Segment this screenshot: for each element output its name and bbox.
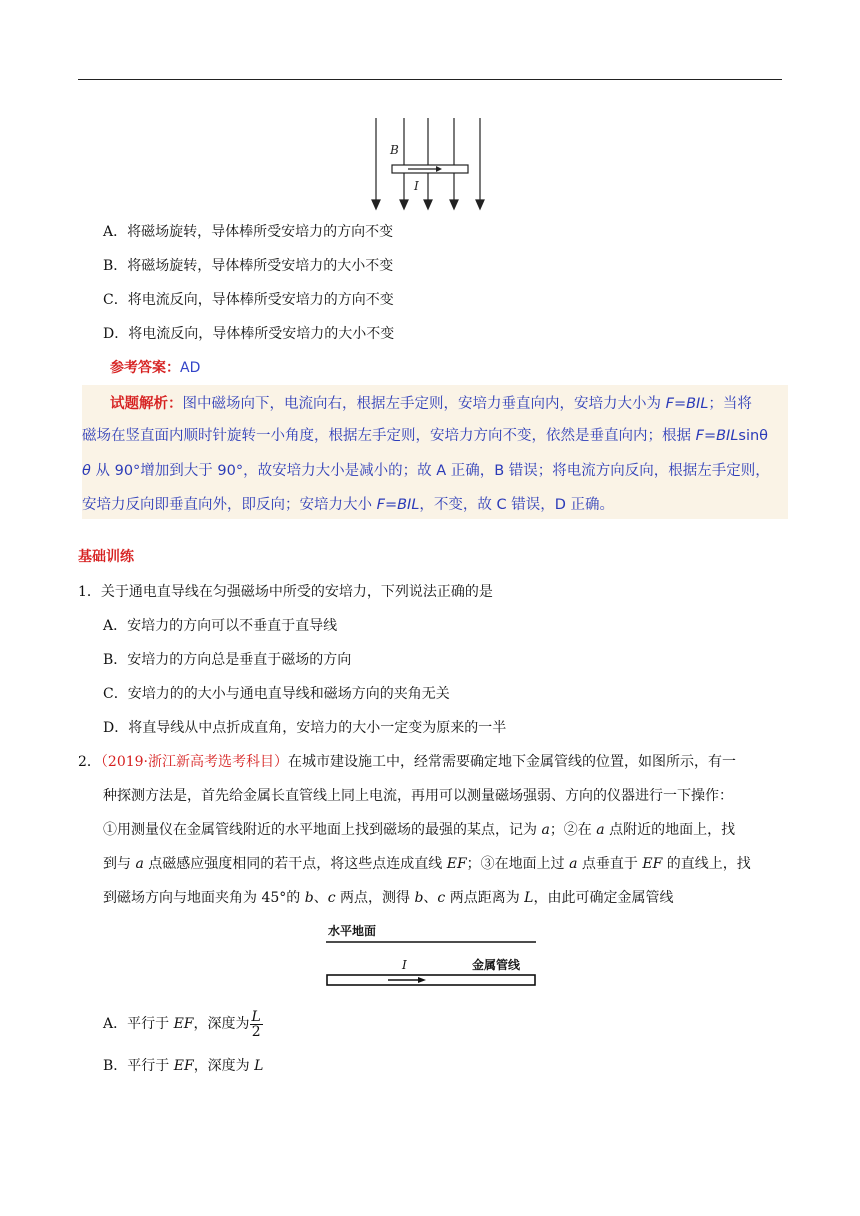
answer-line xyxy=(110,357,200,377)
analysis-line-1: 试题解析：图中磁场向下，电流向右，根据左手定则，安培力垂直向内，安培力大小为 F=BIL；当将 xyxy=(110,396,752,412)
q2-option-b: B．平行于 EF，深度为 L xyxy=(103,1058,264,1074)
q2-line-4: 到与 a 点磁感应强度相同的若干点，将这些点连成直线 EF；③在地面上过 a 点垂直于 EF 的直线上，找 xyxy=(103,856,751,872)
field-label: B xyxy=(390,143,399,157)
pipe-current-label: I xyxy=(402,958,407,972)
q2-option-a: A．平行于 EF，深度为 $\frac{L}{2}$ xyxy=(103,1008,261,1040)
analysis-line-4: 安培力反向即垂直向外，即反向；安培力大小 F=BIL，不变，故 C 错误，D 正确。 xyxy=(82,497,615,513)
q2-source: （2019·浙江新高考选考科目） xyxy=(100,754,289,770)
analysis-line-3: θ 从 90°增加到大于 90°，故安培力大小是减小的；故 A 正确，B 错误；将电流方向反向，根据左手定则， xyxy=(82,463,770,479)
q1-stem: 1．关于通电直导线在匀强磁场中所受的安培力，下列说法正确的是 xyxy=(78,584,493,600)
analysis-label: 试题解析： xyxy=(110,396,183,412)
q1-option-c: C．安培力的的大小与通电直导线和磁场方向的夹角无关 xyxy=(103,686,450,702)
header-rule xyxy=(78,79,782,80)
pipe-label: 金属管线 xyxy=(472,958,521,972)
q0-option-a: A．将磁场旋转，导体棒所受安培力的方向不变 xyxy=(103,224,394,240)
q2-line-2: 种探测方法是，首先给金属长直管线上同上电流，再用可以测量磁场强弱、方向的仪器进行一下操作： xyxy=(103,788,733,804)
q2-line-5: 到磁场方向与地面夹角为 45°的 b、c 两点，测得 b、c 两点距离为 L，由此可确定金属管线 xyxy=(103,890,674,906)
field-rod-figure xyxy=(370,116,490,212)
q0-option-b: B．将磁场旋转，导体棒所受安培力的大小不变 xyxy=(103,258,394,274)
current-label: I xyxy=(414,179,419,193)
q0-option-c: C．将电流反向，导体棒所受安培力的方向不变 xyxy=(103,292,394,308)
answer-value: AD xyxy=(180,360,201,376)
analysis-line-2: 磁场在竖直面内顺时针旋转一小角度，根据左手定则，安培力方向不变，依然是垂直向内；根据 F=BILsinθ xyxy=(82,428,769,444)
q1-option-b: B．安培力的方向总是垂直于磁场的方向 xyxy=(103,652,352,668)
q2-line-1: 2．（2019·浙江新高考选考科目）在城市建设施工中，经常需要确定地下金属管线的位置，如图所示，有一 xyxy=(78,754,737,770)
pipe-figure xyxy=(326,922,538,990)
q0-option-d: D．将电流反向，导体棒所受安培力的大小不变 xyxy=(103,326,395,342)
ground-label: 水平地面 xyxy=(328,924,377,938)
section-title: 基础训练 xyxy=(78,549,134,565)
fraction-l-over-2: $\frac{L}{2}$ xyxy=(251,1008,261,1040)
q2-line-3: ①用测量仪在金属管线附近的水平地面上找到磁场的最强的某点，记为 a；②在 a 点附近的地面上，找 xyxy=(103,822,736,838)
q1-option-d: D．将直导线从中点折成直角，安培力的大小一定变为原来的一半 xyxy=(103,720,507,736)
q1-option-a: A．安培力的方向可以不垂直于直导线 xyxy=(103,618,338,634)
answer-label: 参考答案： xyxy=(110,360,180,376)
